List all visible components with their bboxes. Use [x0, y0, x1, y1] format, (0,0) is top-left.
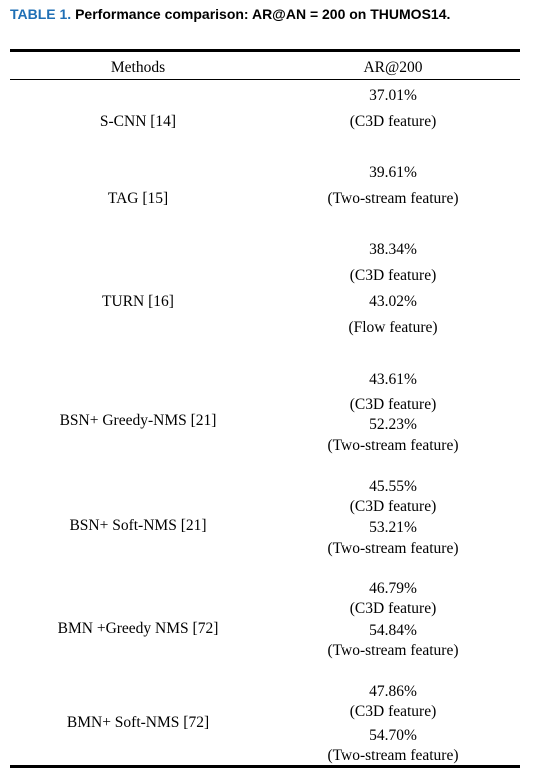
ar-feature: (Two-stream feature) [327, 190, 459, 207]
ar-value: 45.55% [369, 478, 417, 495]
method-cell: BSN+ Greedy-NMS [21] [59, 412, 217, 429]
table-caption [10, 6, 450, 22]
ar-value: 54.70% [369, 727, 417, 744]
method-cell: BMN +Greedy NMS [72] [57, 620, 219, 637]
ar-feature: (C3D feature) [349, 396, 437, 413]
table-number: TABLE 1. [10, 6, 72, 22]
ar-value: 39.61% [369, 164, 417, 181]
header-ar200: AR@200 [363, 59, 423, 76]
ar-value: 47.86% [369, 683, 417, 700]
ar-value: 38.34% [369, 241, 417, 258]
ar-feature: (Two-stream feature) [327, 642, 459, 659]
ar-feature: (C3D feature) [349, 600, 437, 617]
ar-feature: (Two-stream feature) [327, 747, 459, 764]
top-rule [10, 49, 520, 52]
ar-feature: (Flow feature) [348, 319, 438, 336]
ar-value: 53.21% [369, 519, 417, 536]
ar-value: 46.79% [369, 580, 417, 597]
ar-value: 43.02% [369, 293, 417, 310]
ar-feature: (C3D feature) [349, 498, 437, 515]
ar-value: 52.23% [369, 416, 417, 433]
method-cell: BMN+ Soft-NMS [72] [66, 714, 210, 731]
method-cell: S-CNN [14] [99, 113, 177, 130]
method-cell: TAG [15] [107, 190, 169, 207]
bottom-rule [10, 765, 520, 768]
ar-value: 54.84% [369, 622, 417, 639]
ar-feature: (C3D feature) [349, 267, 437, 284]
header-rule [10, 79, 520, 80]
header-methods: Methods [110, 59, 166, 76]
ar-value: 43.61% [369, 371, 417, 388]
method-cell: BSN+ Soft-NMS [21] [69, 517, 207, 534]
table-title: Performance comparison: AR@AN = 200 on THUMOS14. [75, 6, 451, 22]
ar-feature: (C3D feature) [349, 113, 437, 130]
ar-feature: (Two-stream feature) [327, 540, 459, 557]
ar-value: 37.01% [369, 87, 417, 104]
ar-feature: (C3D feature) [349, 703, 437, 720]
ar-feature: (Two-stream feature) [327, 437, 459, 454]
method-cell: TURN [16] [102, 293, 174, 310]
